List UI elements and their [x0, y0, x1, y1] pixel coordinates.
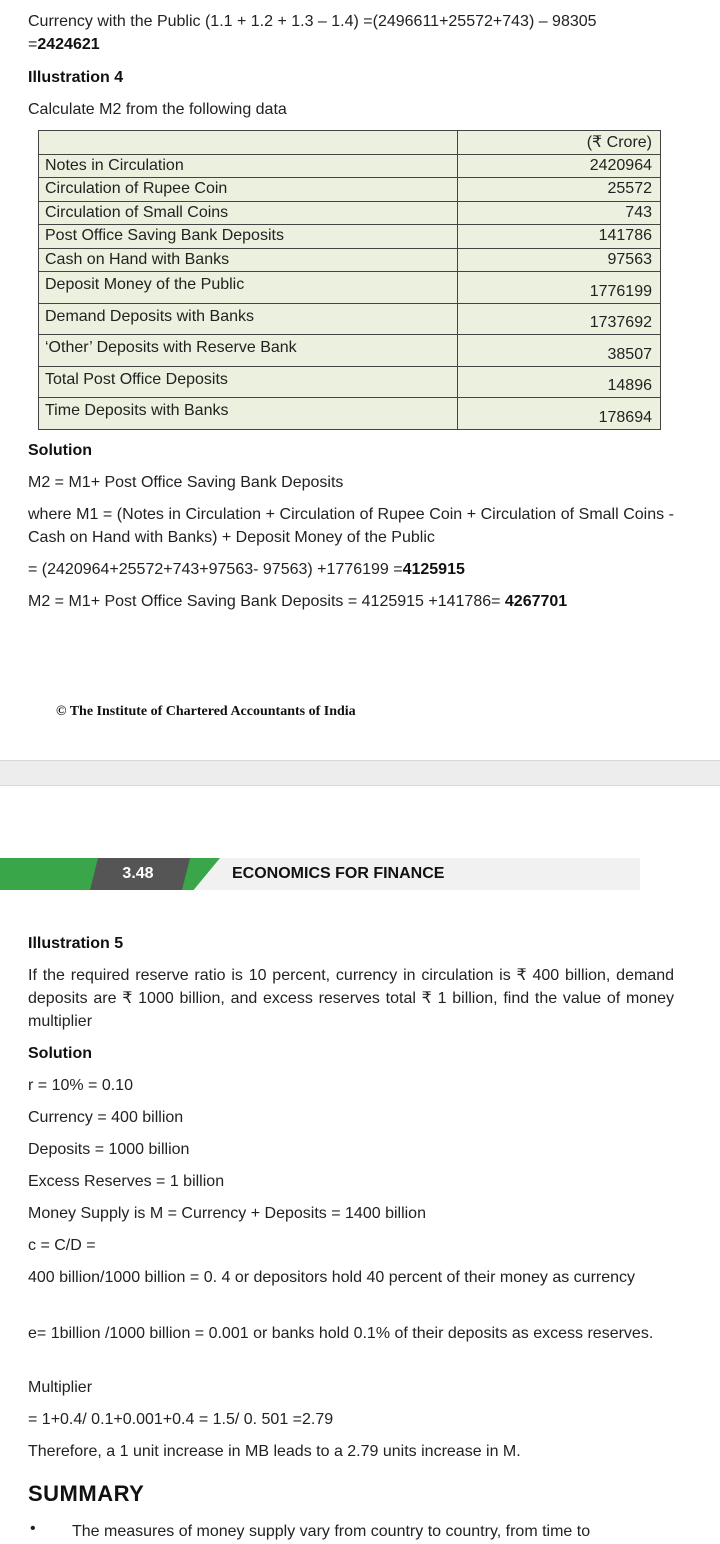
row-label: Circulation of Small Coins	[39, 201, 458, 225]
solution-title: Solution	[28, 1045, 92, 1062]
unit-header: (₹ Crore)	[458, 131, 661, 155]
question-text: If the required reserve ratio is 10 percent, currency in circulation is ₹ 400 billion, demand deposits are ₹ 1000 billion, and excess reserves total ₹ 1 billion, find the value of money multiplier	[28, 967, 674, 1030]
summary-heading: SUMMARY	[28, 1481, 145, 1506]
row-value: 141786	[458, 225, 661, 249]
row-label: Deposit Money of the Public	[39, 272, 458, 304]
row-label: Time Deposits with Banks	[39, 398, 458, 430]
copyright-footer: © The Institute of Chartered Accountants of India	[56, 704, 356, 719]
row-value: 1737692	[458, 303, 661, 335]
running-head: ECONOMICS FOR FINANCE	[232, 865, 445, 882]
currency-result: 2424621	[37, 36, 100, 53]
row-value: 743	[458, 201, 661, 225]
equals-sign: =	[28, 36, 38, 53]
row-label: Cash on Hand with Banks	[39, 248, 458, 272]
r-line: r = 10% = 0.10	[28, 1077, 133, 1094]
row-label: Circulation of Rupee Coin	[39, 178, 458, 202]
excess-reserves-line: Excess Reserves = 1 billion	[28, 1173, 225, 1190]
table-row	[39, 178, 661, 202]
currency-line: Currency = 400 billion	[28, 1109, 184, 1126]
row-value: 97563	[458, 248, 661, 272]
m1-result: 4125915	[402, 561, 465, 578]
row-value: 1776199	[458, 272, 661, 304]
instruction-text: Calculate M2 from the following data	[28, 101, 287, 118]
table-row	[39, 248, 661, 272]
row-value: 2420964	[458, 154, 661, 178]
e-value-line: e= 1billion /1000 billion = 0.001 or banks hold 0.1% of their deposits as excess reserves.	[28, 1325, 654, 1342]
c-ratio-line: c = C/D =	[28, 1237, 96, 1254]
summary-first-bullet: The measures of money supply vary from country to country, from time to	[72, 1523, 591, 1540]
m2-formula: M2 = M1+ Post Office Saving Bank Deposits	[28, 474, 344, 491]
multiplier-label: Multiplier	[28, 1379, 93, 1396]
row-label: Post Office Saving Bank Deposits	[39, 225, 458, 249]
solution-title: Solution	[28, 442, 92, 459]
multiplier-calculation: = 1+0.4/ 0.1+0.001+0.4 = 1.5/ 0. 501 =2.79	[28, 1411, 334, 1428]
table-row	[39, 303, 661, 335]
page-2	[0, 786, 720, 1544]
row-label: Total Post Office Deposits	[39, 366, 458, 398]
table-row	[39, 201, 661, 225]
currency-with-public-line	[28, 10, 674, 56]
row-label: ‘Other’ Deposits with Reserve Bank	[39, 335, 458, 367]
m1-calculation	[28, 558, 674, 581]
illustration-5-title: Illustration 5	[28, 935, 124, 952]
m1-definition: where M1 = (Notes in Circulation + Circulation of Rupee Coin + Circulation of Small Coins - Cash on Hand with Banks) + Deposit Money of the Public	[28, 506, 674, 546]
row-value: 178694	[458, 398, 661, 430]
row-label: Demand Deposits with Banks	[39, 303, 458, 335]
m1-calc-text: = (2420964+25572+743+97563- 97563) +1776199 =	[28, 561, 403, 578]
c-value-line: 400 billion/1000 billion = 0. 4 or depositors hold 40 percent of their money as currency	[28, 1269, 636, 1286]
m2-data-table	[38, 130, 661, 430]
row-value: 38507	[458, 335, 661, 367]
row-label: Notes in Circulation	[39, 154, 458, 178]
m2-calculation	[28, 590, 674, 613]
page-gap-divider	[0, 760, 720, 786]
conclusion-line: Therefore, a 1 unit increase in MB leads to a 2.79 units increase in M.	[28, 1443, 521, 1460]
table-row	[39, 366, 661, 398]
table-row	[39, 398, 661, 430]
m2-result: 4267701	[504, 593, 568, 610]
table-row	[39, 335, 661, 367]
currency-formula: Currency with the Public (1.1 + 1.2 + 1.3 – 1.4) =(2496611+25572+743) – 98305	[28, 13, 597, 30]
table-row	[39, 272, 661, 304]
row-value: 25572	[458, 178, 661, 202]
table-row	[39, 225, 661, 249]
money-supply-line: Money Supply is M = Currency + Deposits = 1400 billion	[28, 1205, 426, 1222]
illustration-4-title: Illustration 4	[28, 69, 124, 86]
deposits-line: Deposits = 1000 billion	[28, 1141, 190, 1158]
m2-calc-text: M2 = M1+ Post Office Saving Bank Deposits = 4125915 +141786=	[28, 593, 505, 610]
table-header-blank	[39, 131, 458, 155]
table-row	[39, 154, 661, 178]
page-number: 3.48	[122, 865, 154, 882]
page-1	[0, 0, 720, 760]
row-value: 14896	[458, 366, 661, 398]
table-header-row	[39, 131, 661, 155]
bullet-icon: •	[30, 1520, 36, 1537]
